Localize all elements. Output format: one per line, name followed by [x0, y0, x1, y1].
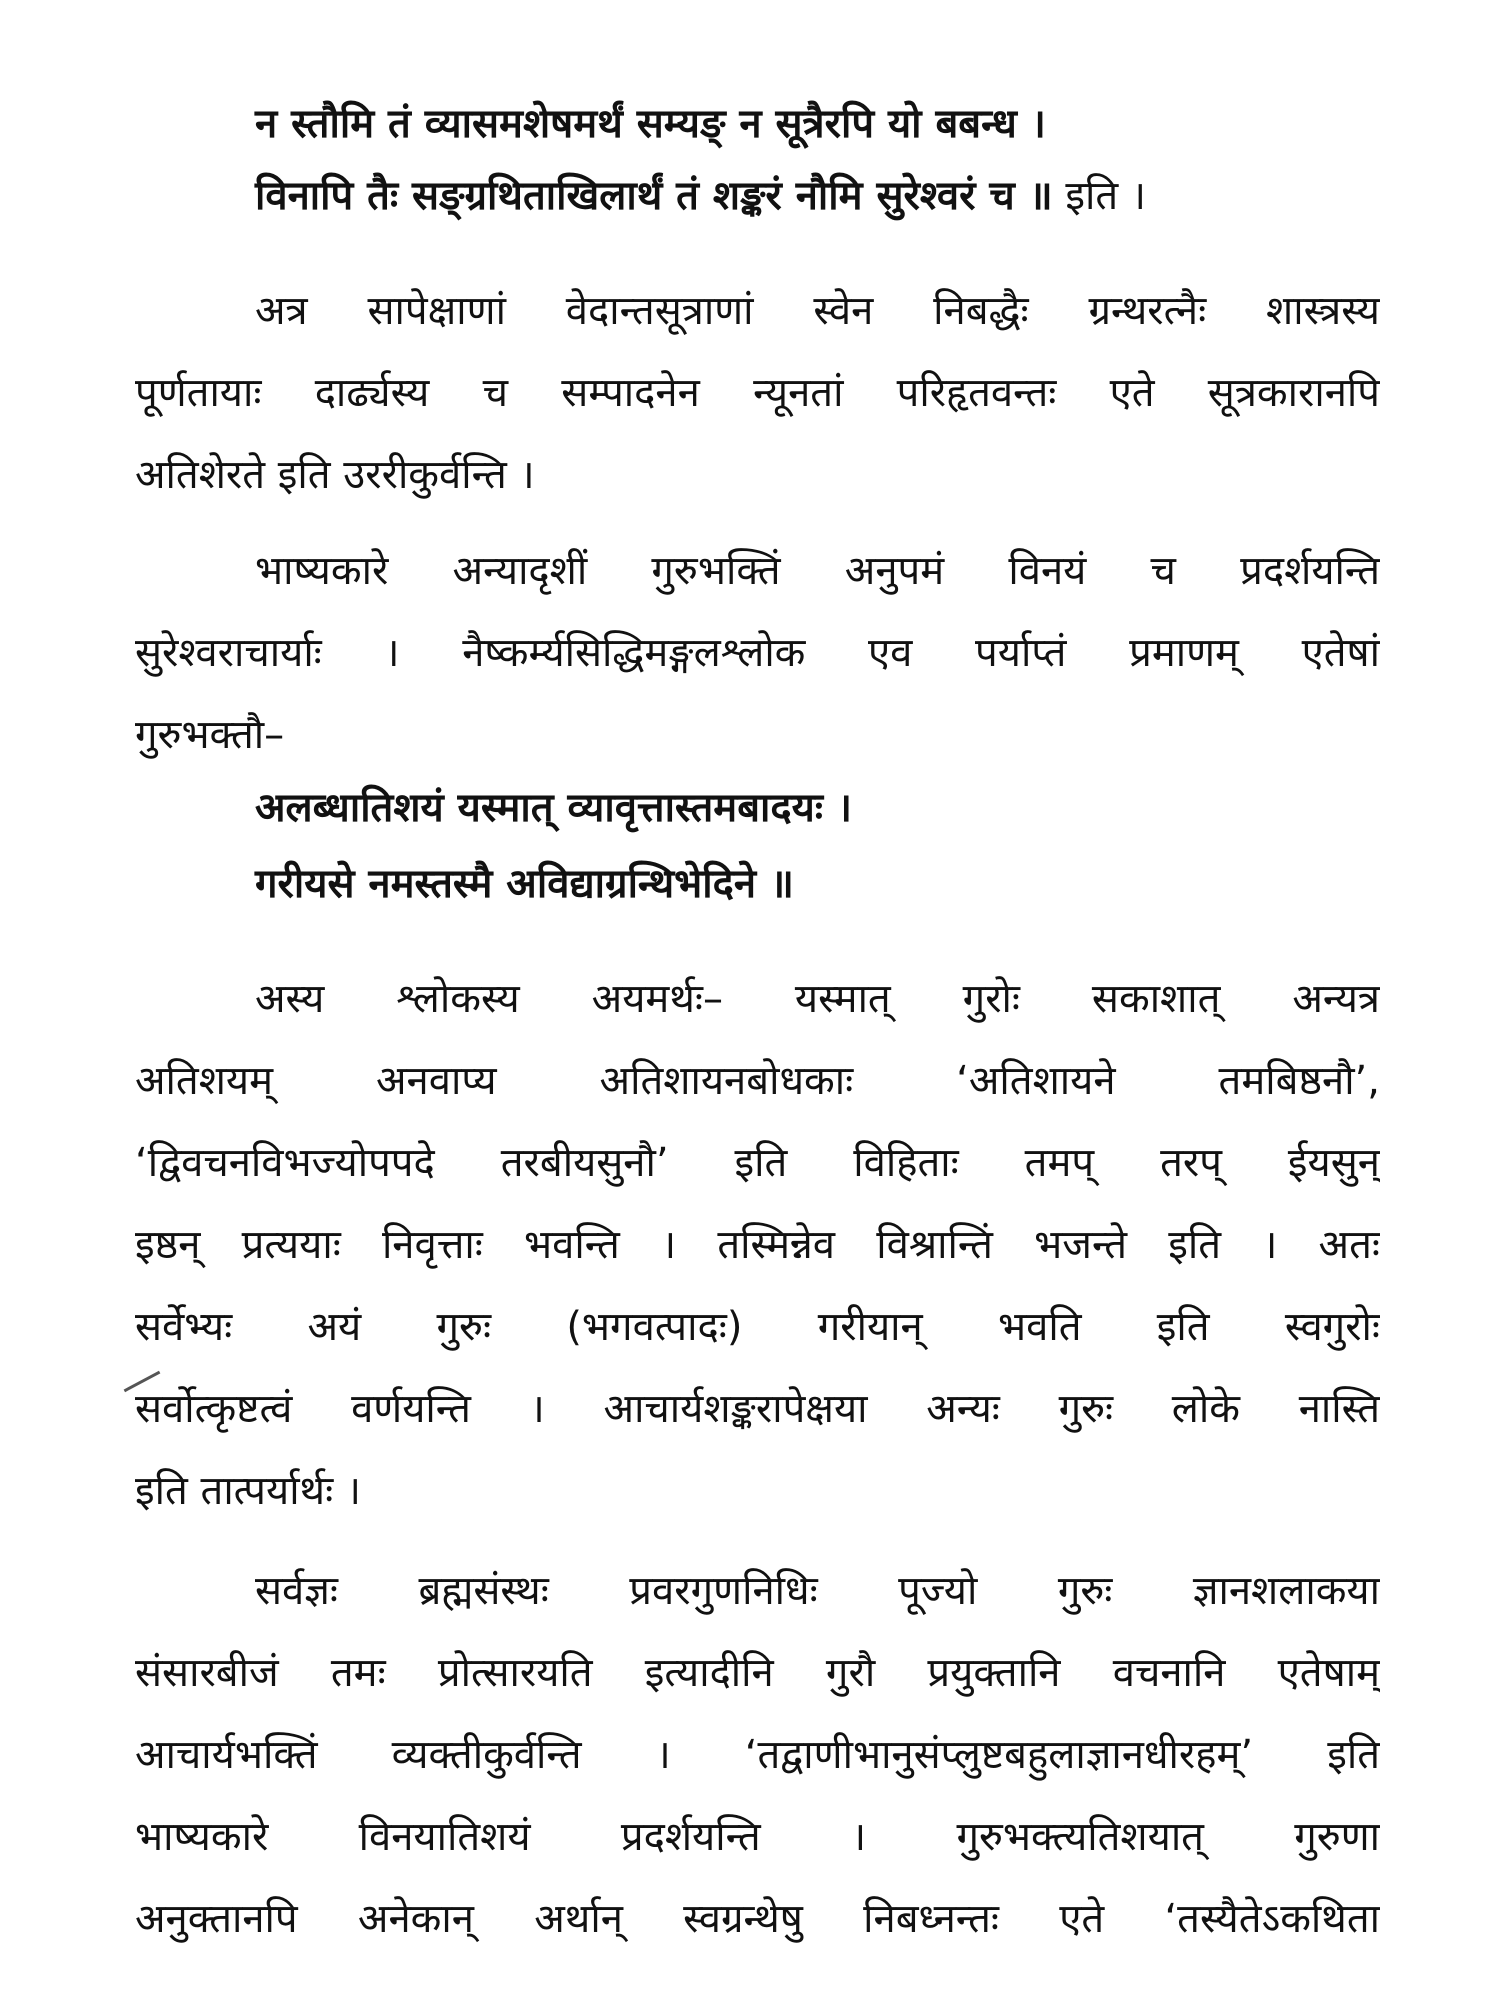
paragraph-line: भाष्यकारे अन्यादृशीं गुरुभक्तिं अनुपमं विनयं च प्रदर्शयन्ति [255, 548, 1380, 594]
verse-1-line-2-tail: इति । [1052, 173, 1147, 219]
paragraph-line: भाष्यकारे विनयातिशयं प्रदर्शयन्ति । गुरुभक्त्यतिशयात् गुरुणा [135, 1814, 1380, 1860]
paragraph-line: पूर्णतायाः दार्ढ्यस्य च सम्पादनेन न्यूनतां परिहृतवन्तः एते सूत्रकारानपि [135, 370, 1380, 416]
verse-2-line-1: अलब्धातिशयं यस्मात् व्यावृत्तास्तमबादयः । [255, 785, 853, 831]
verse-2-line-2: गरीयसे नमस्तस्मै अविद्याग्रन्थिभेदिने ॥ [255, 861, 794, 907]
verse-1-line-2-text: विनापि तैः सङ्ग्रथिताखिलार्थं तं शङ्करं नौमि सुरेश्वरं च ॥ [255, 173, 1053, 219]
paragraph-line: गुरुभक्तौ– [135, 712, 285, 758]
paragraph-3 [135, 958, 1380, 1532]
paragraph-line: सर्वोत्कृष्टत्वं वर्णयन्ति । आचार्यशङ्करापेक्षया अन्यः गुरुः लोके नास्ति [135, 1386, 1380, 1432]
paragraph-line: संसारबीजं तमः प्रोत्सारयति इत्यादीनि गुरौ प्रयुक्तानि वचनानि एतेषाम् [135, 1650, 1380, 1696]
paragraph-line: अतिशेरते इति उररीकुर्वन्ति । [135, 452, 535, 498]
paragraph-line: सर्वज्ञः ब्रह्मसंस्थः प्रवरगुणनिधिः पूज्यो गुरुः ज्ञानशलाकया [255, 1568, 1380, 1614]
verse-1-line-2 [255, 165, 1146, 227]
paragraph-4 [135, 1550, 1380, 1960]
paragraph-line: अतिशयम् अनवाप्य अतिशायनबोधकाः ‘अतिशायने तमबिष्ठनौ’, [135, 1058, 1380, 1104]
paragraph-2 [135, 530, 1380, 776]
paragraph-line: आचार्यभक्तिं व्यक्तीकुर्वन्ति । ‘तद्वाणीभानुसंप्लुष्टबहुलाज्ञानधीरहम्’ इति [135, 1732, 1380, 1778]
paragraph-line: सुरेश्वराचार्याः । नैष्कर्म्यसिद्धिमङ्गलश्लोक एव पर्याप्तं प्रमाणम् एतेषां [135, 630, 1380, 676]
paragraph-1 [135, 270, 1380, 516]
paragraph-line: सर्वेभ्यः अयं गुरुः (भगवत्पादः) गरीयान् भवति इति स्वगुरोः [135, 1304, 1380, 1350]
paragraph-line: अस्य श्लोकस्य अयमर्थः– यस्मात् गुरोः सकाशात् अन्यत्र [255, 976, 1380, 1022]
verse-1-line-1: न स्तौमि तं व्यासमशेषमर्थं सम्यङ् न सूत्रैरपि यो बबन्ध । [255, 101, 1046, 147]
paragraph-line: अनुक्तानपि अनेकान् अर्थान् स्वग्रन्थेषु निबध्नन्तः एते ‘तस्यैतेऽकथिता [135, 1896, 1380, 1942]
paragraph-line: इति तात्पर्यार्थः । [135, 1468, 362, 1514]
paragraph-line: इष्ठन् प्रत्ययाः निवृत्ताः भवन्ति । तस्मिन्नेव विश्रान्तिं भजन्ते इति । अतः [135, 1222, 1380, 1268]
paragraph-line: अत्र सापेक्षाणां वेदान्तसूत्राणां स्वेन निबद्धैः ग्रन्थरत्नैः शास्त्रस्य [255, 288, 1380, 334]
paragraph-line: ‘द्विवचनविभज्योपपदे तरबीयसुनौ’ इति विहिताः तमप् तरप् ईयसुन् [135, 1140, 1380, 1186]
